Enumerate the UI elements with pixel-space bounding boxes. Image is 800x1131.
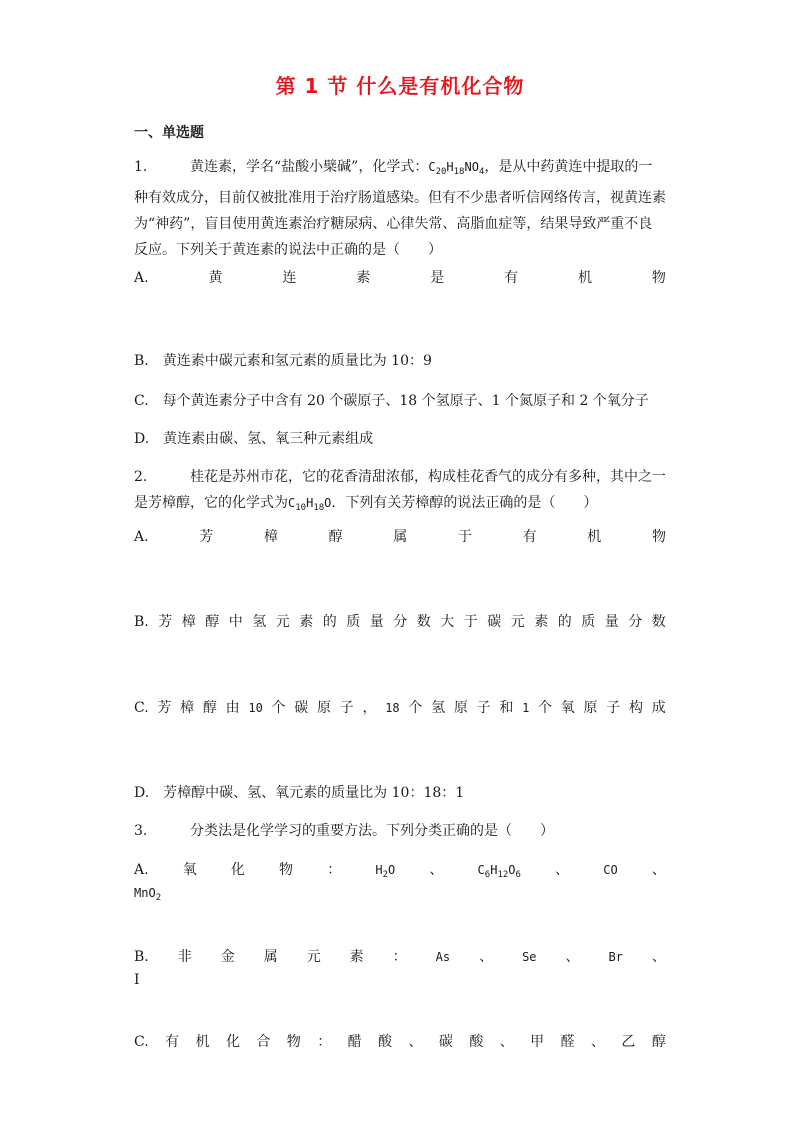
option-token: ： [392, 949, 407, 965]
option-label: A. [134, 270, 149, 286]
option-token: 数 [651, 614, 666, 630]
option-token: 机 [195, 1034, 210, 1050]
option-token: 醇 [328, 529, 343, 545]
option-token: 碳 [487, 614, 502, 630]
question-text: 黄连素，学名“盐酸小檗碱”，化学式： [190, 159, 429, 175]
option-token: 樟 [181, 614, 196, 630]
option-token: 非 [177, 949, 192, 965]
formula: MnO$_2$ [134, 886, 162, 903]
option-token: 子 [476, 700, 491, 716]
option-token: 机 [587, 529, 602, 545]
option-token: 子 [339, 700, 354, 716]
option-token: 、 [499, 1034, 514, 1050]
option-token: 子 [606, 700, 621, 716]
option-token: 由 [225, 700, 240, 716]
option-token: 化 [225, 1034, 240, 1050]
option-token: 、 [408, 1034, 423, 1050]
option-token: 18 [385, 701, 400, 715]
q3-option-b-tail: I [134, 972, 140, 988]
option-token: 素 [299, 614, 314, 630]
option-token: 芳 [157, 700, 172, 716]
option-token: 大 [440, 614, 455, 630]
option-token: 氧 [560, 700, 575, 716]
option-token: 醋 [347, 1034, 362, 1050]
question-text: 分类法是化学学习的重要方法。下列分类正确的是（ ） [190, 823, 554, 839]
option-token: 分 [393, 614, 408, 630]
question-text-continued: ，是从中药黄连中提取的一种有效成分，目前仅被批准用于治疗肠道感染。但有不少患者听信网络传言，视黄连素为“神药”，盲目使用黄连素治疗糖尿病、心律失常、高脂血症等，结果导致严重不良反应。下列关于黄连素的说法中正确的是（ ） [134, 159, 666, 258]
q1-option-a [134, 268, 666, 288]
option-token: 、 [591, 1034, 605, 1050]
question-3 [134, 818, 666, 844]
option-token: 、 [429, 862, 444, 878]
option-token: 芳 [158, 614, 173, 630]
option-token: ： [327, 862, 342, 878]
option-label: B. [134, 949, 149, 965]
option-token: 醛 [560, 1034, 575, 1050]
option-token: Se [522, 950, 537, 964]
option-token: 属 [393, 529, 408, 545]
q3-option-a-tail [134, 880, 666, 911]
question-2 [134, 464, 666, 521]
q2-option-d: D. 芳樟醇中碳、氢、氧元素的质量比为 10：18：1 [134, 785, 465, 801]
option-token: 量 [369, 614, 384, 630]
option-token: 元 [275, 614, 290, 630]
option-token: 有 [504, 270, 519, 286]
option-token: Br [608, 950, 623, 964]
option-token: 、 [651, 862, 666, 878]
option-token: 机 [578, 270, 592, 286]
option-token: 物 [279, 862, 294, 878]
option-token: CO [603, 863, 618, 877]
option-label: C. [134, 1034, 149, 1050]
option-token: 素 [349, 949, 364, 965]
option-token: 原 [583, 700, 598, 716]
option-token: 1 [522, 701, 530, 715]
option-label: A. [134, 529, 149, 545]
q2-option-b [134, 612, 666, 632]
option-token: 量 [604, 614, 619, 630]
option-token: 黄 [208, 270, 223, 286]
question-text-continued: ．下列有关芳樟醇的说法正确的是（ ） [331, 495, 598, 511]
option-token: 属 [263, 949, 278, 965]
page-title: 第 1 节 什么是有机化合物 [275, 74, 525, 98]
option-token: 是 [430, 270, 445, 286]
option-token: 个 [538, 700, 553, 716]
option-token: 氢 [252, 614, 267, 630]
option-token: 个 [271, 700, 286, 716]
option-token: 酸 [378, 1034, 393, 1050]
option-token: 樟 [180, 700, 195, 716]
option-token: 分 [628, 614, 643, 630]
option-label: B. [134, 614, 149, 630]
option-token: 碳 [438, 1034, 453, 1050]
option-token: 中 [228, 614, 243, 630]
option-token: 数 [416, 614, 431, 630]
option-token: 碳 [294, 700, 309, 716]
option-token: 质 [581, 614, 596, 630]
option-token: 构 [628, 700, 643, 716]
option-token: 酸 [469, 1034, 484, 1050]
q3-option-b [134, 947, 666, 967]
option-token: 合 [256, 1034, 271, 1050]
option-token: 素 [356, 270, 371, 286]
option-token: 的 [322, 614, 337, 630]
formula: $C_{10}H_{18}O$ [288, 496, 332, 513]
q3-option-c [134, 1032, 666, 1052]
option-token: 素 [534, 614, 549, 630]
option-token: 物 [651, 270, 666, 286]
option-token: 樟 [263, 529, 278, 545]
question-1 [134, 154, 666, 263]
option-token: 元 [510, 614, 525, 630]
formula: $C_6H_{12}O_6$ [477, 863, 521, 880]
option-token: 醇 [202, 700, 217, 716]
option-token: 元 [306, 949, 321, 965]
option-token: 物 [286, 1034, 301, 1050]
question-number: 2. [134, 469, 148, 485]
option-token: 于 [463, 614, 478, 630]
option-token: 物 [651, 529, 666, 545]
option-token: 有 [522, 529, 537, 545]
formula: $C_{20}H_{18}NO_4$ [428, 160, 485, 177]
option-token: 的 [557, 614, 572, 630]
option-token: 10 [248, 701, 263, 715]
formula: $H_2O$ [375, 863, 396, 880]
option-token: 原 [317, 700, 331, 716]
option-token: As [435, 950, 451, 964]
option-token: 连 [282, 270, 297, 286]
option-label: C. [134, 700, 149, 716]
option-token: 、 [555, 862, 570, 878]
option-token: 化 [230, 862, 245, 878]
section-heading: 一、单选题 [134, 125, 204, 141]
option-token: 芳 [199, 529, 214, 545]
option-label: A. [134, 862, 149, 878]
option-token: 有 [165, 1034, 180, 1050]
option-token: 个 [408, 700, 423, 716]
option-token: 乙 [621, 1034, 636, 1050]
q1-option-d: D. 黄连素由碳、氢、氧三种元素组成 [134, 431, 374, 447]
question-number: 3. [134, 823, 148, 839]
option-token: 成 [651, 700, 666, 716]
option-token: 氢 [431, 700, 446, 716]
q1-option-b: B. 黄连素中碳元素和氢元素的质量比为 10：9 [134, 353, 432, 369]
q2-option-c [134, 698, 666, 718]
question-text: 桂花是苏州市花，它的花香清甜浓郁，构成桂花香气的成分有多种，其中之一是芳樟醇，它的化学式为 [134, 469, 666, 511]
option-token: 于 [457, 529, 472, 545]
option-token: 、 [565, 949, 580, 965]
option-token: 和 [499, 700, 514, 716]
q2-option-a [134, 527, 666, 547]
option-token: 金 [220, 949, 235, 965]
option-token: 原 [453, 700, 468, 716]
q1-option-c: C. 每个黄连素分子中含有 20 个碳原子、18 个氢原子、1 个氮原子和 2 个氧分子 [134, 393, 649, 409]
option-token: ： [317, 1034, 332, 1050]
question-number: 1. [134, 159, 148, 175]
option-token: 氧 [182, 862, 197, 878]
option-token: 、 [651, 949, 666, 965]
option-token: ， [362, 700, 377, 716]
option-token: 、 [479, 949, 494, 965]
option-token: 醇 [205, 614, 220, 630]
option-token: 醇 [651, 1034, 666, 1050]
option-token: 甲 [530, 1034, 545, 1050]
option-token: 质 [346, 614, 361, 630]
